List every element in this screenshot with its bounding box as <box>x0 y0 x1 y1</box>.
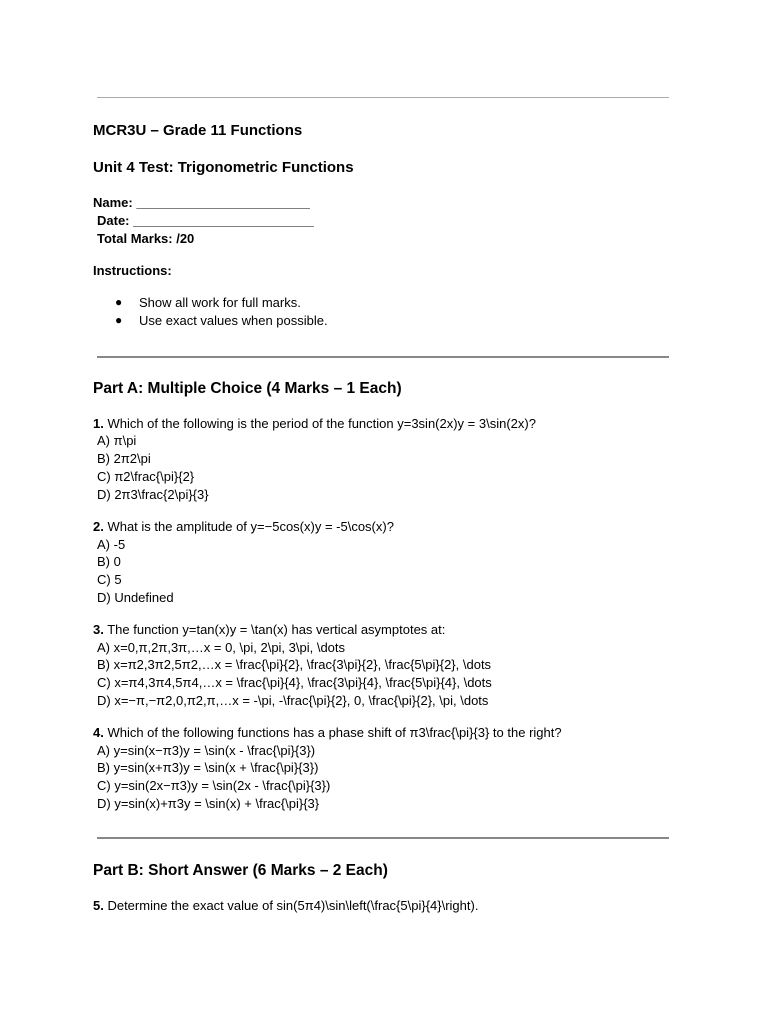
question-text: Determine the exact value of sin(5π4)\sin\left(\frac{5\pi}{4}\right). <box>103 898 479 913</box>
question-number: 4. <box>93 725 104 740</box>
q1-option-b: B) 2π2\pi <box>97 451 151 466</box>
question-1 <box>93 416 536 431</box>
section-divider <box>97 356 669 358</box>
q3-option-d: D) x=−π,−π2,0,π2,π,…x = -\pi, -\frac{\pi}{2}, 0, \frac{\pi}{2}, \pi, \dots <box>97 693 489 708</box>
date-field: Date: _________________________ <box>97 213 314 228</box>
name-field: Name: ________________________ <box>93 195 310 210</box>
q1-option-a: A) π\pi <box>97 433 137 448</box>
q3-option-b: B) x=π2,3π2,5π2,…x = \frac{\pi}{2}, \frac{3\pi}{2}, \frac{5\pi}{2}, \dots <box>97 657 492 672</box>
q4-option-c: C) y=sin(2x−π3)y = \sin(2x - \frac{\pi}{3}) <box>97 778 331 793</box>
question-5 <box>93 898 478 913</box>
q3-option-a: A) x=0,π,2π,3π,…x = 0, \pi, 2\pi, 3\pi, \dots <box>97 640 346 655</box>
q4-option-d: D) y=sin(x)+π3y = \sin(x) + \frac{\pi}{3} <box>97 796 320 811</box>
instructions-heading: Instructions: <box>93 263 172 278</box>
question-number: 3. <box>93 622 104 637</box>
q2-option-a: A) -5 <box>97 537 126 552</box>
question-number: 5. <box>93 898 104 913</box>
instruction-item: Show all work for full marks. <box>139 295 301 310</box>
question-2 <box>93 519 394 534</box>
top-divider <box>97 97 669 98</box>
question-4 <box>93 725 562 740</box>
bullet-icon: ● <box>115 313 123 327</box>
q4-option-a: A) y=sin(x−π3)y = \sin(x - \frac{\pi}{3}) <box>97 743 316 758</box>
q3-option-c: C) x=π4,3π4,5π4,…x = \frac{\pi}{4}, \frac{3\pi}{4}, \frac{5\pi}{4}, \dots <box>97 675 492 690</box>
q2-option-d: D) Undefined <box>97 590 174 605</box>
q4-option-b: B) y=sin(x+π3)y = \sin(x + \frac{\pi}{3}) <box>97 760 319 775</box>
question-number: 1. <box>93 416 104 431</box>
test-title: Unit 4 Test: Trigonometric Functions <box>93 159 354 176</box>
question-text: Which of the following functions has a phase shift of π3\frac{\pi}{3} to the right? <box>103 725 562 740</box>
q2-option-c: C) 5 <box>97 572 122 587</box>
question-text: What is the amplitude of y=−5cos(x)y = -5\cos(x)? <box>103 519 394 534</box>
q1-option-c: C) π2\frac{\pi}{2} <box>97 469 195 484</box>
question-text: The function y=tan(x)y = \tan(x) has vertical asymptotes at: <box>103 622 446 637</box>
bullet-icon: ● <box>115 295 123 309</box>
question-text: Which of the following is the period of the function y=3sin(2x)y = 3\sin(2x)? <box>103 416 536 431</box>
part-b-heading: Part B: Short Answer (6 Marks – 2 Each) <box>93 862 388 879</box>
instruction-item: Use exact values when possible. <box>139 313 328 328</box>
total-marks: Total Marks: /20 <box>97 231 195 246</box>
course-title: MCR3U – Grade 11 Functions <box>93 122 303 139</box>
section-divider <box>97 837 669 839</box>
part-a-heading: Part A: Multiple Choice (4 Marks – 1 Each) <box>93 380 402 397</box>
question-number: 2. <box>93 519 104 534</box>
q2-option-b: B) 0 <box>97 554 121 569</box>
q1-option-d: D) 2π3\frac{2\pi}{3} <box>97 487 209 502</box>
question-3 <box>93 622 445 637</box>
